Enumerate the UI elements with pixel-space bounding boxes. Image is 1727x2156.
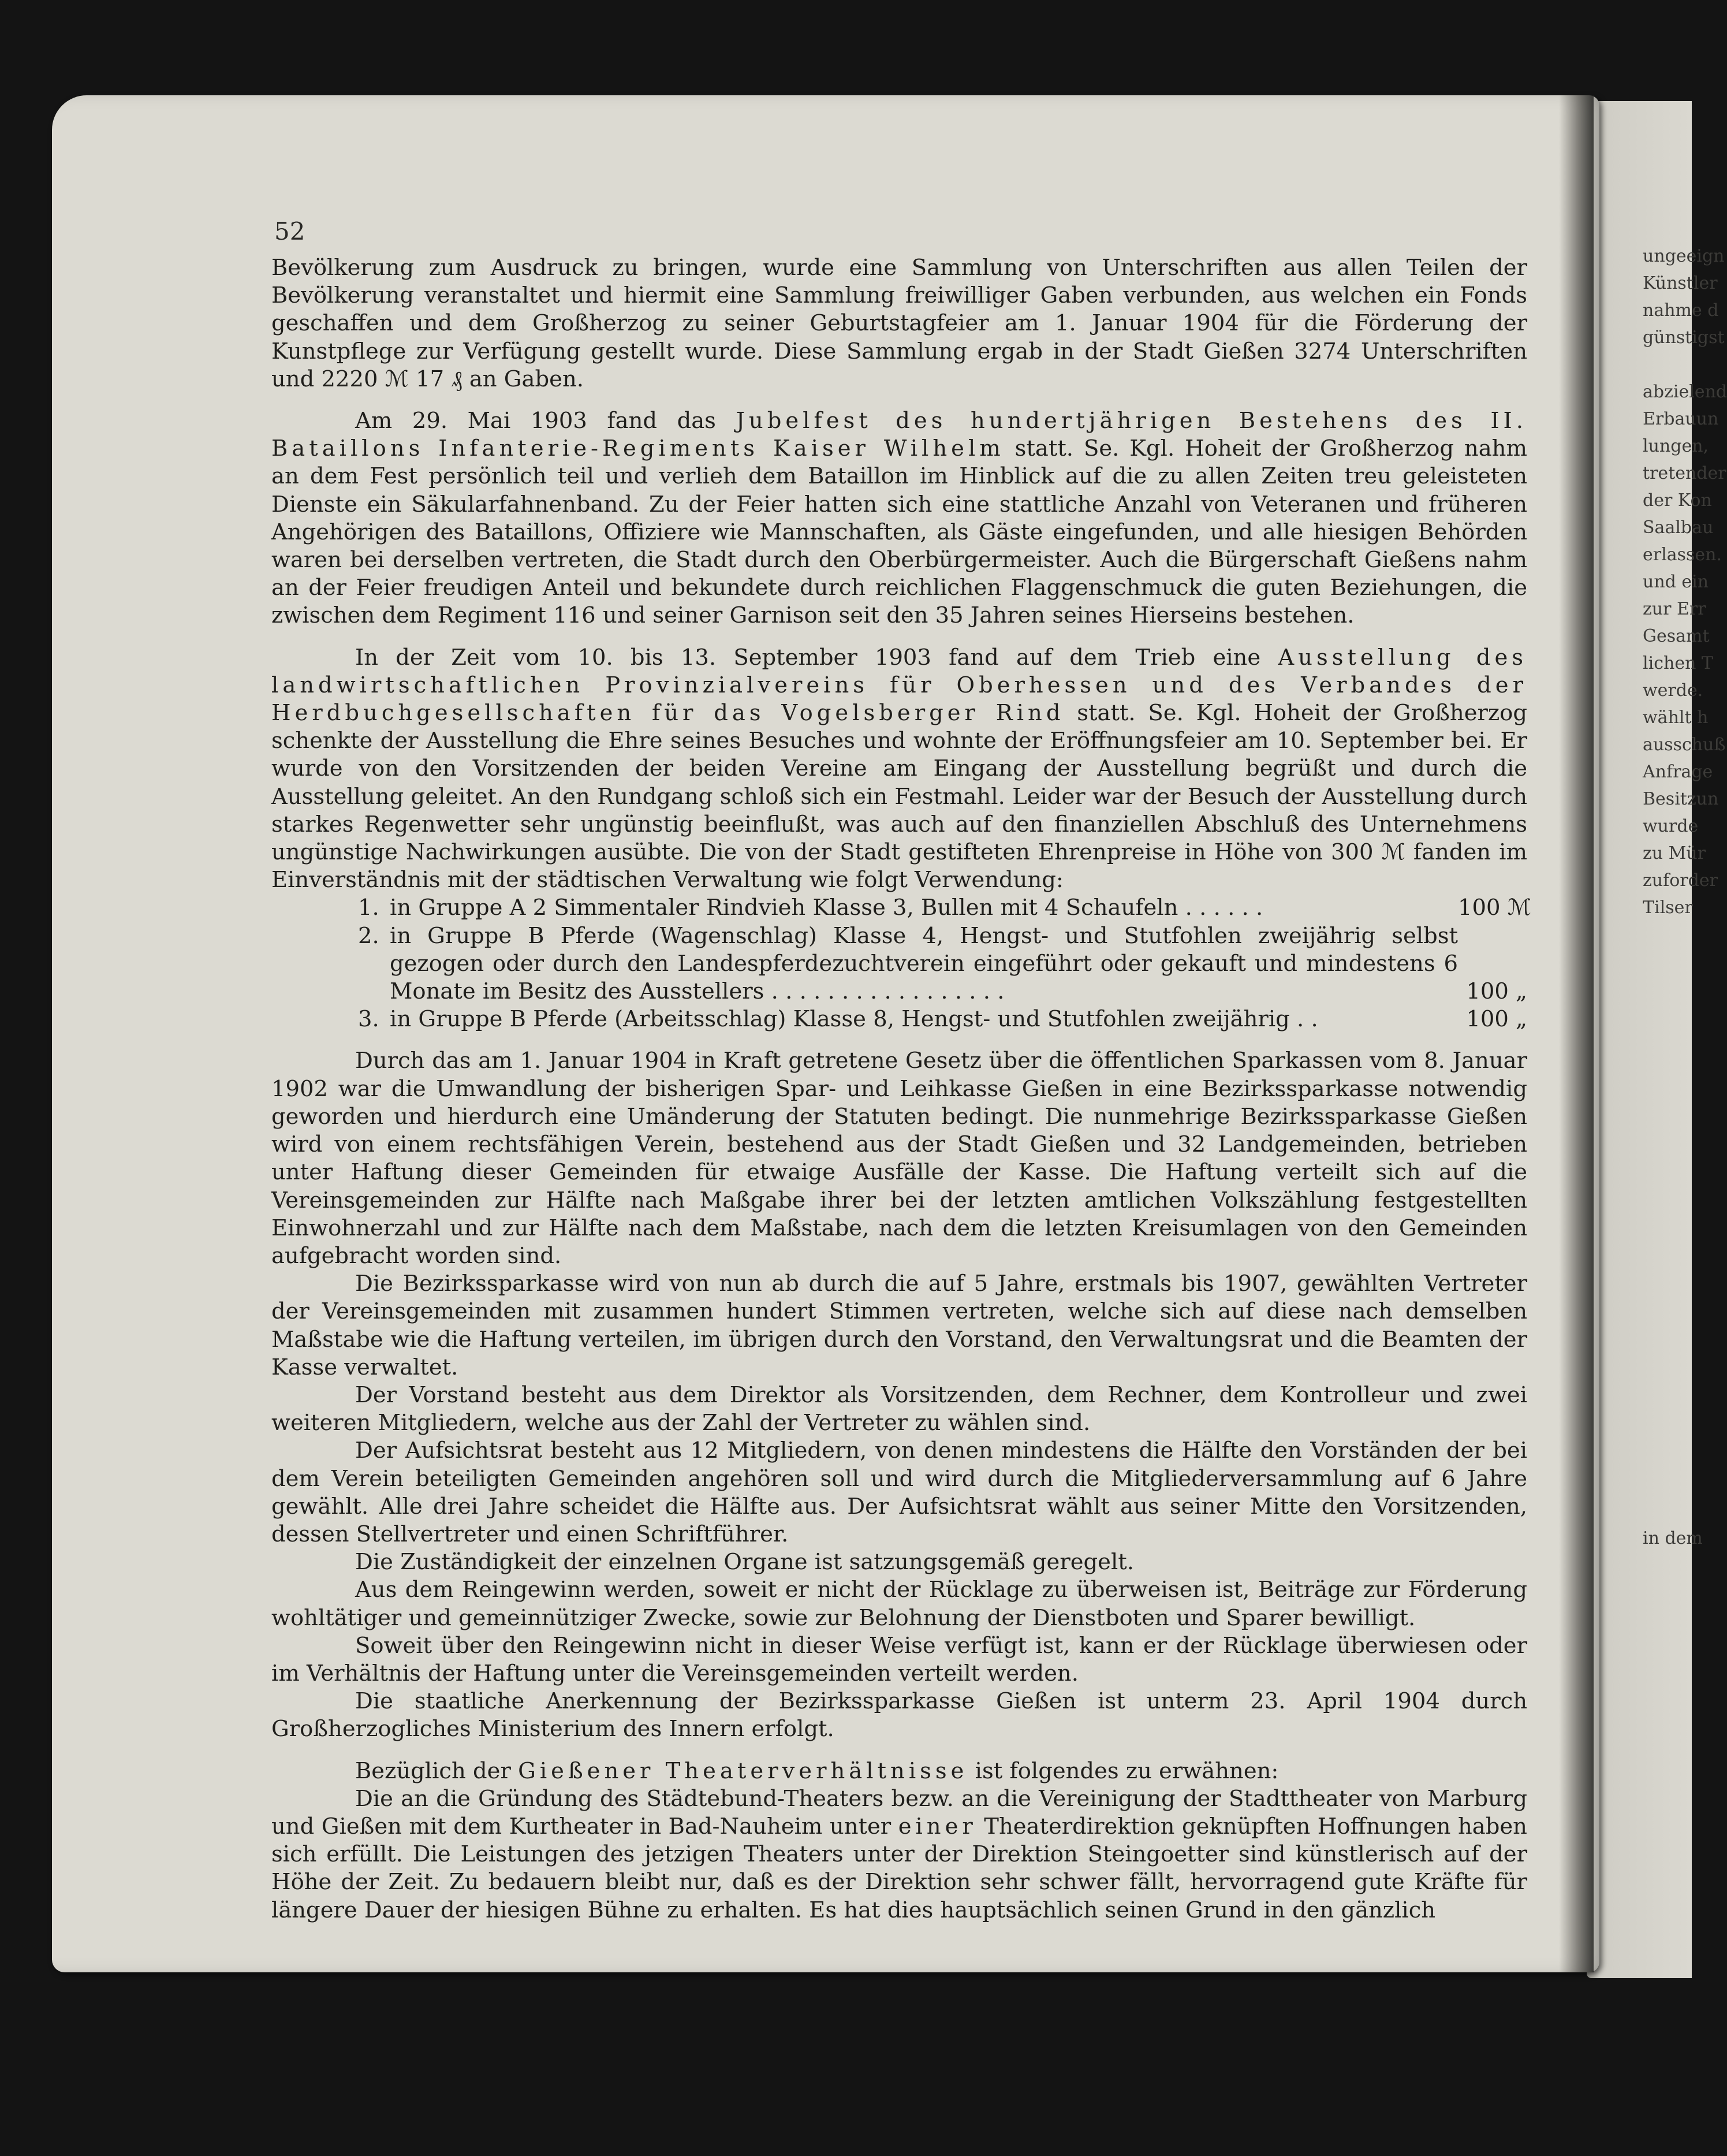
paragraph-supervisory-board: Der Aufsichtsrat besteht aus 12 Mitgliedern, von denen mindestens die Hälfte den Vorständen der bei dem Verein beteiligten Gemeinden angehören soll und wird durch die Mitgliederversammlung auf 6 Jahre gewählt. Alle drei Jahre scheidet die Hälfte aus. Der Aufsichtsrat wählt aus seiner Mitte den Vorsitzenden, dessen Stellvertreter und einen Schriftführer. [271,1438,1527,1547]
list-item: 1. in Gruppe A 2 Simmentaler Rindvieh Klasse 3, Bullen mit 4 Schaufeln . . . . . . 100 ℳ [358,895,1531,921]
paragraph-savings-bank-law: Durch das am 1. Januar 1904 in Kraft getretene Gesetz über die öffentlichen Sparkassen vom 8. Januar 1902 war die Umwandlung der bisherigen Spar- und Leihkasse Gießen in eine Bezirkssparkasse notwendig geworden und hierdurch eine Umänderung der Statuten bedingt. Die nunmehrige Bezirkssparkasse Gießen wird von einem rechtsfähigen Verein, bestehend aus der Stadt Gießen und 32 Landgemeinden, betrieben unter Haftung dieser Gemeinden für etwaige Ausfälle der Kasse. Die Haftung verteilt sich auf die Vereinsgemeinden zur Hälfte nach Maßgabe ihrer bei der letzten amtlichen Volkszählung festgestellten Einwohnerzahl und zur Hälfte nach dem Maßstabe, nach dem die letzten Kreisumlagen von den Gemeinden aufgebracht worden sind. [271,1048,1527,1269]
page-gutter-shadow [1559,95,1594,1972]
spaced-theater-term: Gießener Theaterverhältnisse [518,1757,968,1784]
paragraph-agricultural-exhibition: In der Zeit vom 10. bis 13. September 1903 fand auf dem Trieb eine Ausstellung des landwirtschaftlichen Provinzialvereins für Oberhessen und des Verbandes der Herdbuchgesellschaften für das Vogelsberger Rind statt. Se. Kgl. Hoheit der Großherzog schenkte der Ausstellung die Ehre seines Besuches und wohnte der Eröffnungsfeier am 10. September bei. Er wurde von den Vorsitzenden der beiden Vereine am Eingang der Ausstellung begrüßt und durch die Ausstellung geleitet. An den Rundgang schloß sich ein Festmahl. Leider war der Besuch der Ausstellung durch starkes Regenwetter sehr ungünstig beeinflußt, was auch auf den finanziellen Abschluß des Unternehmens ungünstige Nachwirkungen ausübte. Die von der Stadt gestifteten Ehrenpreise in Höhe von 300 ℳ fanden im Einverständnis mit der städtischen Verwaltung wie folgt Verwendung: [271,644,1528,893]
paragraph-savings-bank-representatives: Die Bezirkssparkasse wird von nun ab durch die auf 5 Jahre, erstmals bis 1907, gewählten Vertreter der Vereinsgemeinden mit zusammen hundert Stimmen vertreten, welche sich auf diese nach demselben Maßstabe wie die Haftung verteilen, im übrigen durch den Vorstand, den Verwaltungsrat und die Beamten der Kasse verwaltet. [271,1271,1527,1380]
paragraph-donation-collection: Bevölkerung zum Ausdruck zu bringen, wurde eine Sammlung von Unterschriften aus allen Teilen der Bevölkerung veranstaltet und hiermit eine Sammlung freiwilliger Gaben verbunden, aus welchen ein Fonds geschaffen und dem Großherzog zu seiner Geburtstagfeier am 1. Januar 1904 für die Förderung der Kunstpflege zur Verfügung gestellt wurde. Diese Sammlung ergab in der Stadt Gießen 3274 Unterschriften und 2220 ℳ 17 ₰ an Gaben. [271,255,1527,392]
page-number: 52 [274,217,305,245]
paragraph-competence: Die Zuständigkeit der einzelnen Organe ist satzungsgemäß geregelt. [355,1549,1134,1576]
paragraph-net-profit: Aus dem Reingewinn werden, soweit er nicht der Rücklage zu überweisen ist, Beiträge zur Förderung wohltätiger und gemeinnütziger Zwecke, sowie zur Belohnung der Dienstboten und Sparer bewilligt. [271,1577,1527,1631]
list-item: 3. in Gruppe B Pferde (Arbeitsschlag) Klasse 8, Hengst- und Stutfohlen zweijährig . . 100 „ [358,1006,1527,1033]
paragraph-reserve: Soweit über den Reingewinn nicht in dieser Weise verfügt ist, kann er der Rücklage überwiesen oder im Verhältnis der Haftung unter die Vereinsgemeinden verteilt werden. [271,1632,1527,1686]
paragraph-theater-heading: Bezüglich der Gießener Theaterverhältnisse ist folgendes zu erwähnen: [355,1757,1279,1784]
paragraph-recognition: Die staatliche Anerkennung der Bezirkssparkasse Gießen ist unterm 23. April 1904 durch Großherzogliches Ministerium des Innern erfolgt. [271,1688,1527,1742]
next-page-margin-text: ungeeign Künstler nahme d günstigst abzielend Erbauun lungen, tretender der Kon Saalbau erlassen. und ein zur Err Gesamt lichen T werde. wählt h ausschuß Anfrage Besitzun wurde zu Mür zuforder Tilser in dem [1643,246,1727,1548]
list-item: 2. in Gruppe B Pferde (Wagenschlag) Klasse 4, Hengst- und Stutfohlen zweijährig selbst gezogen oder durch den Landespferdezuchtverein eingeführt oder gekauft und mindestens 6 Monate im Besitz des Ausstellers . . . . . . . . . . . . . . . . . 100 „ [358,922,1527,1005]
spaced-word: einer [898,1813,977,1840]
paragraph-battalion-jubilee: Am 29. Mai 1903 fand das Jubelfest des hundertjährigen Bestehens des II. Bataillons Infanterie-Regiments Kaiser Wilhelm statt. Se. Kgl. Hoheit der Großherzog nahm an dem Fest persönlich teil und verlieh dem Bataillon im Hinblick auf die zu allen Zeiten treu geleisteten Dienste ein Säkularfahnenband. Zu der Feier hatten sich eine stattliche Anzahl von Veteranen und früheren Angehörigen des Bataillons, Offiziere wie Mannschaften, als Gäste eingefunden, und alle hiesigen Behörden waren bei derselben vertreten, die Stadt durch den Oberbürgermeister. Auch die Bürgerschaft Gießens nahm an der Feier freudigen Anteil und bekundete durch reichlichen Flaggenschmuck die guten Beziehungen, die zwischen dem Regiment 116 und seiner Garnison seit den 35 Jahren seines Hierseins bestehen. [271,408,1527,629]
prize-list [358,894,1531,1033]
paragraph-board: Der Vorstand besteht aus dem Direktor als Vorsitzenden, dem Rechner, dem Kontrolleur und zwei weiteren Mitgliedern, welche aus der Zahl der Vertreter zu wählen sind. [271,1382,1527,1436]
spaced-event-name: Jubelfest des hundertjährigen Bestehens des II. Bataillons Infanterie-Regiments Kaiser Wilhelm [271,408,1527,462]
page-body [271,254,1531,1924]
spaced-exhibition-name: Ausstellung des landwirtschaftlichen Provinzialvereins für Oberhessen und des Verbandes der Herdbuchgesellschaften für das Vogelsberger Rind [271,644,1527,727]
paragraph-theater: Die an die Gründung des Städtebund-Theaters bezw. an die Vereinigung der Stadttheater von Marburg und Gießen mit dem Kurtheater in Bad-Nauheim unter einer Theaterdirektion geknüpften Hoffnungen haben sich erfüllt. Die Leistungen des jetzigen Theaters unter der Direktion Steingoetter sind künstlerisch auf der Höhe der Zeit. Zu bedauern bleibt nur, daß es der Direktion sehr schwer fällt, hervorragend gute Kräfte für längere Dauer der hiesigen Bühne zu erhalten. Es hat dies hauptsächlich seinen Grund in den gänzlich [271,1785,1527,1923]
